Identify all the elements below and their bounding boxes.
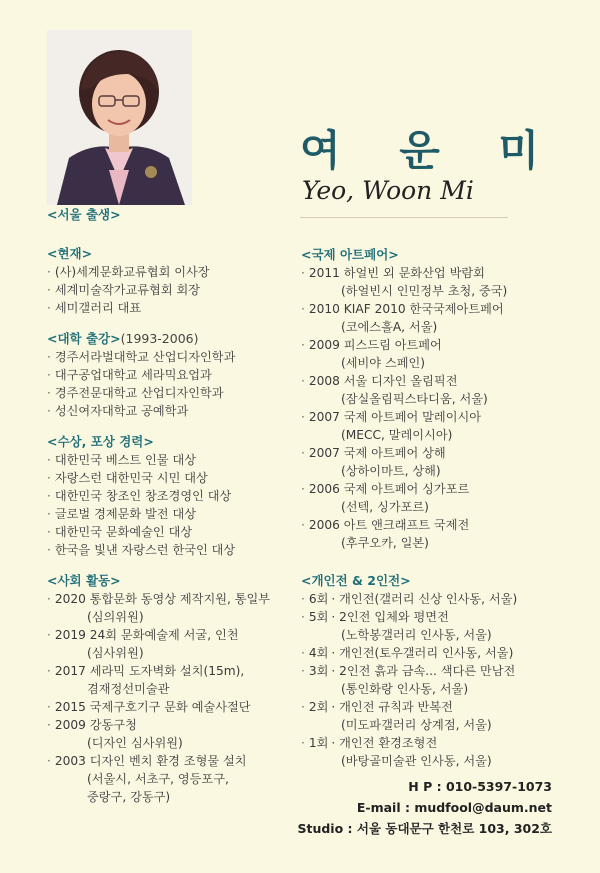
list-item [47, 281, 302, 299]
list-item-detail: (잠실올림픽스타디움, 서울) [341, 392, 488, 406]
list-item [47, 716, 302, 734]
list-item [47, 348, 302, 366]
list-item-detail: (미도파갤러리 상계점, 서울) [341, 718, 492, 732]
bullet-dot: · [301, 700, 305, 714]
list-item-text: 2007 국제 아트페어 상해 [308, 446, 446, 460]
list-item [47, 487, 302, 505]
list-item [301, 408, 586, 426]
bullet-dot: · [47, 471, 51, 485]
list-item [47, 366, 302, 384]
list-item-text: 2006 아트 앤크래프트 국제전 [308, 518, 470, 532]
list-item-text: 자랑스런 대한민국 시민 대상 [54, 471, 208, 485]
bullet-dot: · [47, 350, 51, 364]
bullet-dot: · [47, 718, 51, 732]
bullet-dot: · [301, 302, 305, 316]
section-title [47, 245, 302, 263]
title-divider [300, 217, 508, 218]
list-item-detail: (통인화랑 인사동, 서울) [341, 682, 469, 696]
phone-label: H P : [408, 779, 442, 794]
list-item [47, 451, 302, 469]
list-item [47, 541, 302, 559]
list-item [301, 644, 586, 662]
bullet-dot: · [301, 664, 305, 678]
bullet-dot: · [47, 507, 51, 521]
bullet-dot: · [47, 489, 51, 503]
list-item [47, 263, 302, 281]
section-title-text: <사회 활동> [47, 573, 121, 588]
section-title [47, 572, 302, 590]
list-item [301, 698, 586, 716]
section-title: <개인전 & 2인전> [301, 573, 411, 588]
bullet-dot: · [301, 482, 305, 496]
list-item [301, 734, 586, 752]
list-item-text: 2019 24회 문화예술제 서굴, 인천 [54, 628, 239, 642]
list-item-text: 2010 KIAF 2010 한국국제아트페어 [308, 302, 504, 316]
list-item-text: · 개인전(토우갤러리 인사동, 서울) [331, 646, 514, 660]
studio-line [297, 818, 552, 839]
list-item-text: 한국을 빛낸 자랑스런 한국인 대상 [54, 543, 236, 557]
list-item [47, 505, 302, 523]
list-item-detail: (심의위원) [87, 610, 144, 624]
bullet-dot: · [47, 386, 51, 400]
list-item-text: 세계미술작가교류협회 회장 [54, 283, 201, 297]
phone-value: 010-5397-1073 [445, 779, 552, 794]
bullet-dot: · [301, 410, 305, 424]
bullet-dot: · [301, 736, 305, 750]
email-line [297, 797, 552, 818]
section [47, 572, 302, 806]
list-item-detail: (세비야 스페인) [341, 356, 426, 370]
list-item-text: 2009 강동구청 [54, 718, 137, 732]
list-item-text: 2015 국제구호기구 문화 예술사절단 [54, 700, 251, 714]
bullet-dot: · [47, 592, 51, 606]
bullet-dot: · [47, 301, 51, 315]
list-item-text: 2011 하얼빈 외 문화산업 박람회 [308, 266, 485, 280]
list-item [301, 372, 586, 390]
list-item-text: 2003 디자인 벤치 환경 조형물 설치 [54, 754, 247, 768]
list-item-count: 2회 [308, 700, 329, 714]
list-item-text: 경주전문대학교 산업디자인학과 [54, 386, 224, 400]
list-item [301, 336, 586, 354]
bullet-dot: · [47, 525, 51, 539]
list-item-detail: (코에스홀A, 서울) [341, 320, 438, 334]
list-item [301, 300, 586, 318]
bullet-dot: · [47, 453, 51, 467]
list-item [301, 662, 586, 680]
list-item-text: 2007 국제 아트페어 말레이시아 [308, 410, 482, 424]
list-item-text: 2006 국제 아트페어 싱가포르 [308, 482, 470, 496]
bullet-dot: · [47, 700, 51, 714]
section-title-text: <대학 출강> [47, 331, 121, 346]
studio-value: 서울 동대문구 한천로 103, 302호 [356, 821, 552, 836]
list-item-text: · 개인전(갤러리 신상 인사동, 서울) [331, 592, 518, 606]
studio-label: Studio : [297, 821, 353, 836]
list-item-text: 대한민국 베스트 인물 대상 [54, 453, 197, 467]
section-title-extra: (1993-2006) [120, 331, 199, 346]
bullet-dot: · [47, 265, 51, 279]
list-item [47, 752, 302, 770]
list-item-text: (사)세계문화교류협회 이사장 [54, 265, 210, 279]
list-item [47, 469, 302, 487]
bullet-dot: · [47, 754, 51, 768]
list-item-detail: (서울시, 서초구, 영등포구, [87, 772, 229, 786]
section [47, 245, 302, 317]
section-title [47, 330, 302, 348]
list-item-text: 대한민국 창조인 창조경영인 대상 [54, 489, 232, 503]
bullet-dot: · [301, 338, 305, 352]
right-sections [301, 246, 586, 770]
list-item-count: 1회 [308, 736, 329, 750]
section [301, 572, 586, 770]
list-item [47, 662, 302, 680]
bullet-dot: · [301, 446, 305, 460]
birth-label: <서울 출생> [47, 207, 121, 222]
bullet-dot: · [301, 266, 305, 280]
list-item [301, 264, 586, 282]
bullet-dot: · [47, 404, 51, 418]
bullet-dot: · [47, 628, 51, 642]
section-title-text: <수상, 포상 경력> [47, 434, 154, 449]
list-item [47, 590, 302, 608]
list-item-text: 2009 피스드림 아트페어 [308, 338, 442, 352]
bullet-dot: · [301, 374, 305, 388]
list-item [301, 444, 586, 462]
list-item-text: · 2인전 입체와 평면전 [331, 610, 449, 624]
list-item-count: 4회 [308, 646, 329, 660]
bullet-dot: · [301, 610, 305, 624]
list-item-detail: (하얼빈시 인민정부 초청, 중국) [341, 284, 508, 298]
bullet-dot: · [301, 592, 305, 606]
list-item-text: 대구공업대학교 세라믹요업과 [54, 368, 212, 382]
contact-block [297, 776, 552, 839]
list-item [47, 299, 302, 317]
bullet-dot: · [47, 543, 51, 557]
list-item-text: 성신여자대학교 공예학과 [54, 404, 189, 418]
list-item [301, 590, 586, 608]
list-item-detail: (바탕골미술관 인사동, 서울) [341, 754, 492, 768]
list-item [301, 480, 586, 498]
list-item-detail: (후쿠오카, 일본) [341, 536, 429, 550]
list-item [301, 608, 586, 626]
name-english: Yeo, Woon Mi [302, 176, 474, 205]
email-label: E-mail : [356, 800, 410, 815]
bullet-dot: · [301, 518, 305, 532]
list-item-text: 2020 통합문화 동영상 제작지원, 통일부 [54, 592, 271, 606]
email-value: mudfool@daum.net [414, 800, 552, 815]
list-item [47, 523, 302, 541]
list-item-text: 대한민국 문화예술인 대상 [54, 525, 193, 539]
list-item-text: 2017 세라믹 도자벽화 설치(15m), [54, 664, 245, 678]
list-item [47, 626, 302, 644]
section [47, 433, 302, 559]
list-item-text: · 개인전 환경조형전 [331, 736, 438, 750]
list-item-count: 3회 [308, 664, 329, 678]
list-item [301, 516, 586, 534]
section-title-text: <현재> [47, 246, 93, 261]
section-title [47, 433, 302, 451]
bullet-dot: · [47, 283, 51, 297]
right-column [301, 246, 586, 783]
list-item-count: 6회 [308, 592, 329, 606]
list-item-text: · 2인전 흙과 금속... 색다른 만남전 [331, 664, 516, 678]
list-item-detail: 겸재정선미술관 [87, 682, 170, 696]
left-column [47, 206, 302, 819]
list-item [47, 402, 302, 420]
list-item-detail: (노학봉갤러리 인사동, 서울) [341, 628, 492, 642]
list-item-text: 2008 서울 디자인 올림픽전 [308, 374, 458, 388]
list-item-detail: (디자인 심사위원) [87, 736, 183, 750]
list-item-text: 세미갤러리 대표 [54, 301, 142, 315]
bullet-dot: · [47, 368, 51, 382]
bullet-dot: · [301, 646, 305, 660]
list-item-text: 경주서라벌대학교 산업디자인학과 [54, 350, 236, 364]
portrait-photo [47, 30, 192, 205]
list-item [47, 698, 302, 716]
left-sections [47, 245, 302, 806]
list-item [47, 384, 302, 402]
list-item-text: · 개인전 규칙과 반복전 [331, 700, 453, 714]
list-item-detail: (심사위원) [87, 646, 144, 660]
bullet-dot: · [47, 664, 51, 678]
list-item-text: 글로벌 경제문화 발전 대상 [54, 507, 197, 521]
list-item-detail: (MECC, 말레이시아) [341, 428, 453, 442]
name-korean: 여 운 미 [300, 126, 561, 175]
phone-line [297, 776, 552, 797]
section [301, 246, 586, 552]
list-item-detail: (선텍, 싱가포르) [341, 500, 429, 514]
list-item-count: 5회 [308, 610, 329, 624]
list-item-detail: 중랑구, 강동구) [87, 790, 171, 804]
section [47, 330, 302, 420]
section-title: <국제 아트페어> [301, 247, 399, 262]
list-item-detail: (상하이마트, 상해) [341, 464, 441, 478]
